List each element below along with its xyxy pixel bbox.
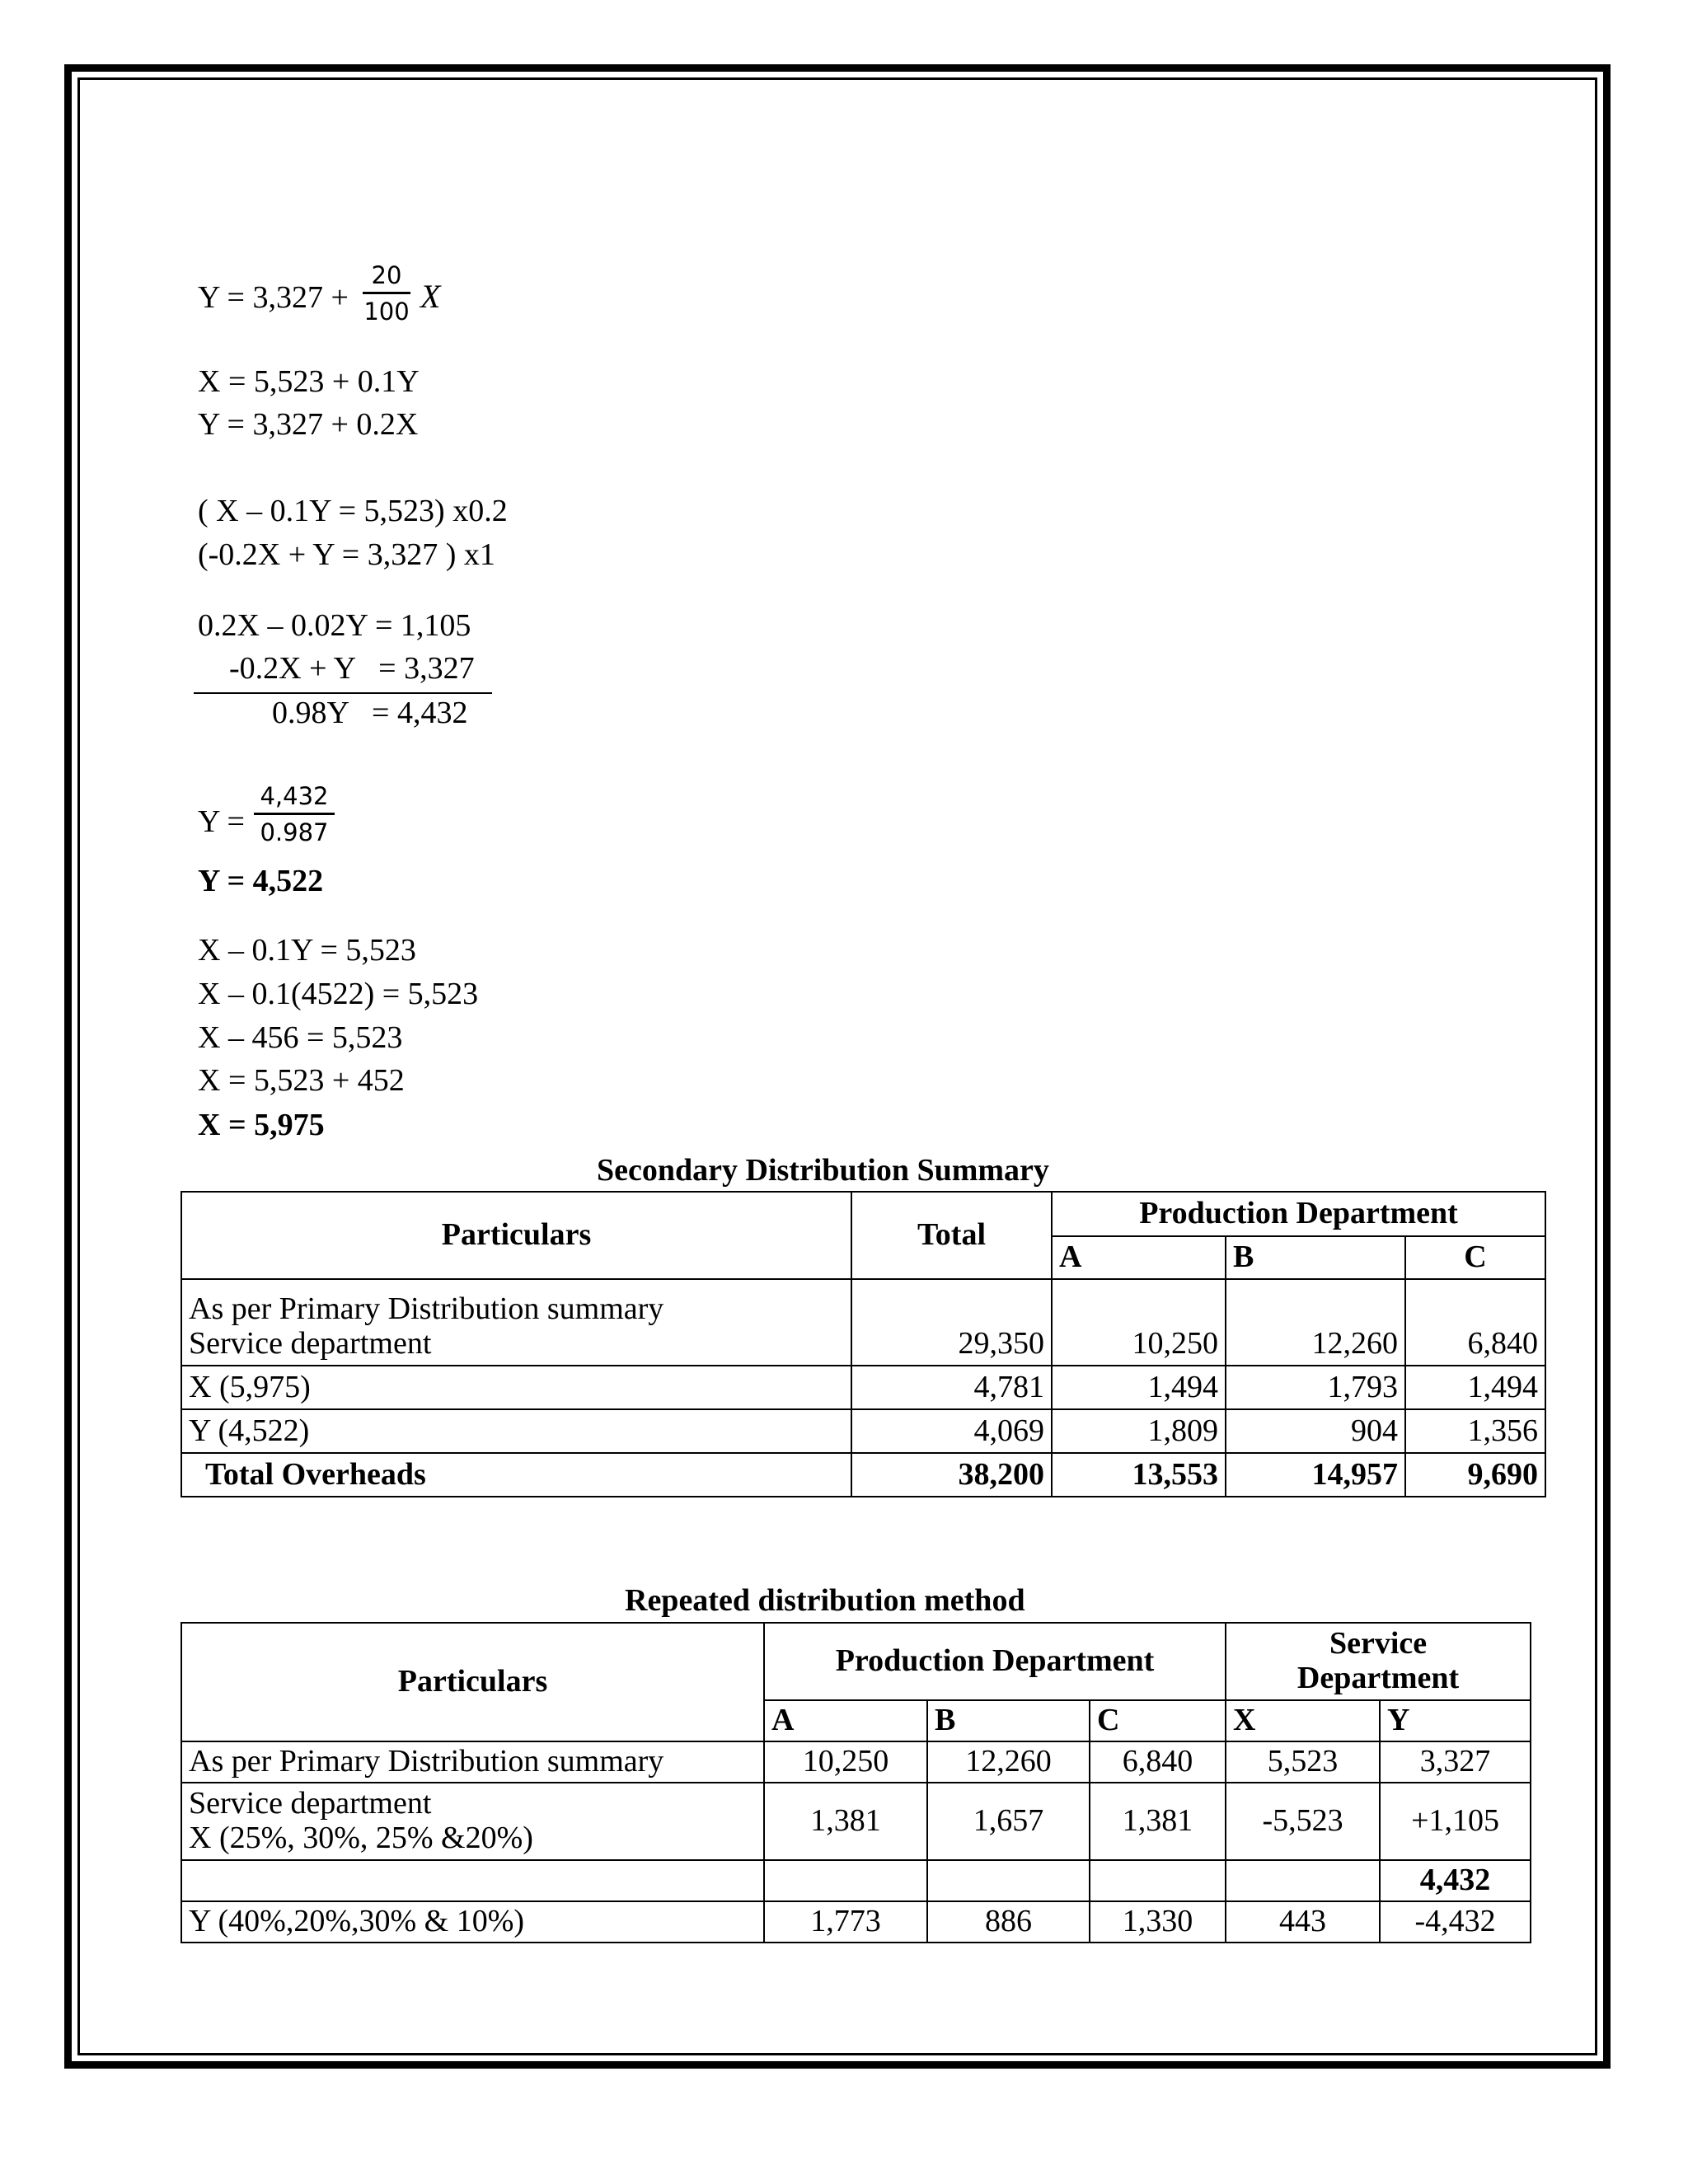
header-a: A bbox=[764, 1700, 927, 1741]
y-fraction-numerator: 4,432 bbox=[260, 782, 329, 810]
eq-y-fraction bbox=[363, 261, 410, 326]
table-row bbox=[181, 1366, 1545, 1409]
row-b: 12,260 bbox=[927, 1741, 1090, 1783]
header-production-department: Production Department bbox=[764, 1623, 1226, 1700]
row-x: 5,523 bbox=[1226, 1741, 1380, 1783]
working-line-11: X = 5,523 + 452 bbox=[198, 1063, 405, 1098]
row-c: 1,356 bbox=[1405, 1409, 1545, 1453]
working-line-2: Y = 3,327 + 0.2X bbox=[198, 407, 419, 442]
row-particulars: As per Primary Distribution summary bbox=[181, 1741, 764, 1783]
row-y: -4,432 bbox=[1380, 1901, 1531, 1943]
row-particulars-line1: Service department bbox=[189, 1786, 432, 1821]
row-x bbox=[1226, 1860, 1380, 1901]
header-c: C bbox=[1090, 1700, 1226, 1741]
row-a: 1,773 bbox=[764, 1901, 927, 1943]
row-particulars bbox=[181, 1783, 764, 1860]
row-particulars-line2: Service department bbox=[189, 1326, 432, 1361]
row-particulars: X (5,975) bbox=[181, 1366, 851, 1409]
sum-rule bbox=[194, 692, 492, 694]
row-particulars-line1: As per Primary Distribution summary bbox=[189, 1291, 664, 1327]
header-total: Total bbox=[851, 1192, 1052, 1279]
table-row bbox=[181, 1741, 1531, 1783]
row-y: +1,105 bbox=[1380, 1783, 1531, 1860]
row-particulars: Y (4,522) bbox=[181, 1409, 851, 1453]
row-c: 9,690 bbox=[1405, 1453, 1545, 1497]
y-fraction-denominator: 0.987 bbox=[260, 818, 329, 846]
row-a: 10,250 bbox=[764, 1741, 927, 1783]
working-line-9: X – 0.1(4522) = 5,523 bbox=[198, 977, 479, 1011]
secondary-summary-title: Secondary Distribution Summary bbox=[597, 1153, 1049, 1188]
x-result: X = 5,975 bbox=[198, 1108, 325, 1142]
row-b: 886 bbox=[927, 1901, 1090, 1943]
header-particulars: Particulars bbox=[181, 1623, 764, 1741]
header-a: A bbox=[1052, 1236, 1226, 1279]
row-b bbox=[927, 1860, 1090, 1901]
row-b: 1,657 bbox=[927, 1783, 1090, 1860]
row-a: 13,553 bbox=[1052, 1453, 1226, 1497]
table-row bbox=[181, 1279, 1545, 1366]
table-row-total bbox=[181, 1453, 1545, 1497]
row-a: 1,381 bbox=[764, 1783, 927, 1860]
row-c: 6,840 bbox=[1090, 1741, 1226, 1783]
row-b: 1,793 bbox=[1226, 1366, 1405, 1409]
fraction-bar bbox=[363, 292, 410, 294]
working-line-3: ( X – 0.1Y = 5,523) x0.2 bbox=[198, 494, 508, 528]
row-total: 4,781 bbox=[851, 1366, 1052, 1409]
table-row bbox=[181, 1783, 1531, 1860]
table-header-row bbox=[181, 1623, 1531, 1700]
eq-y-fraction-denominator: 100 bbox=[363, 298, 410, 326]
table-row bbox=[181, 1409, 1545, 1453]
working-line-6: -0.2X + Y = 3,327 bbox=[229, 651, 475, 686]
y-fraction bbox=[254, 782, 335, 846]
table-header-row bbox=[181, 1192, 1545, 1236]
row-particulars: Total Overheads bbox=[181, 1453, 851, 1497]
working-line-1: X = 5,523 + 0.1Y bbox=[198, 364, 420, 399]
y-result: Y = 4,522 bbox=[198, 864, 324, 898]
row-y: 4,432 bbox=[1380, 1860, 1531, 1901]
row-c: 1,494 bbox=[1405, 1366, 1545, 1409]
eq-y-fraction-numerator: 20 bbox=[371, 261, 402, 289]
header-x: X bbox=[1226, 1700, 1380, 1741]
row-x: 443 bbox=[1226, 1901, 1380, 1943]
working-line-4: (-0.2X + Y = 3,327 ) x1 bbox=[198, 537, 495, 572]
working-line-7: 0.98Y = 4,432 bbox=[272, 696, 468, 730]
header-particulars: Particulars bbox=[181, 1192, 851, 1279]
row-particulars-line2: X (25%, 30%, 25% &20%) bbox=[189, 1821, 533, 1855]
row-c: 1,381 bbox=[1090, 1783, 1226, 1860]
row-c bbox=[1090, 1860, 1226, 1901]
header-service-department-line2: Department bbox=[1296, 1661, 1460, 1695]
row-a: 1,809 bbox=[1052, 1409, 1226, 1453]
repeated-distribution-table bbox=[181, 1622, 1531, 1943]
header-y: Y bbox=[1380, 1700, 1531, 1741]
header-b: B bbox=[927, 1700, 1090, 1741]
row-total: 4,069 bbox=[851, 1409, 1052, 1453]
row-b: 904 bbox=[1226, 1409, 1405, 1453]
fraction-bar bbox=[254, 813, 335, 815]
row-a: 1,494 bbox=[1052, 1366, 1226, 1409]
working-line-10: X – 456 = 5,523 bbox=[198, 1020, 403, 1055]
header-production-department: Production Department bbox=[1052, 1192, 1545, 1236]
row-c: 1,330 bbox=[1090, 1901, 1226, 1943]
repeated-distribution-title: Repeated distribution method bbox=[625, 1583, 1025, 1618]
row-b: 12,260 bbox=[1226, 1279, 1405, 1366]
table-row bbox=[181, 1860, 1531, 1901]
row-b: 14,957 bbox=[1226, 1453, 1405, 1497]
header-service-department-line1: Service bbox=[1329, 1626, 1428, 1661]
table-row bbox=[181, 1901, 1531, 1943]
row-total: 29,350 bbox=[851, 1279, 1052, 1366]
header-b: B bbox=[1226, 1236, 1405, 1279]
row-c: 6,840 bbox=[1405, 1279, 1545, 1366]
eq-y-prefix: Y = 3,327 + bbox=[198, 280, 349, 315]
row-y: 3,327 bbox=[1380, 1741, 1531, 1783]
row-x: -5,523 bbox=[1226, 1783, 1380, 1860]
eq-y-fraction-variable: X bbox=[420, 278, 441, 315]
secondary-summary-table bbox=[181, 1191, 1546, 1497]
working-line-5: 0.2X – 0.02Y = 1,105 bbox=[198, 608, 471, 643]
row-particulars bbox=[181, 1860, 764, 1901]
header-service-department bbox=[1226, 1623, 1531, 1700]
header-c: C bbox=[1405, 1236, 1545, 1279]
y-fraction-prefix: Y = bbox=[198, 804, 245, 839]
row-particulars: Y (40%,20%,30% & 10%) bbox=[181, 1901, 764, 1943]
working-line-8: X – 0.1Y = 5,523 bbox=[198, 933, 416, 968]
row-a bbox=[764, 1860, 927, 1901]
row-a: 10,250 bbox=[1052, 1279, 1226, 1366]
row-total: 38,200 bbox=[851, 1453, 1052, 1497]
row-particulars bbox=[181, 1279, 851, 1366]
